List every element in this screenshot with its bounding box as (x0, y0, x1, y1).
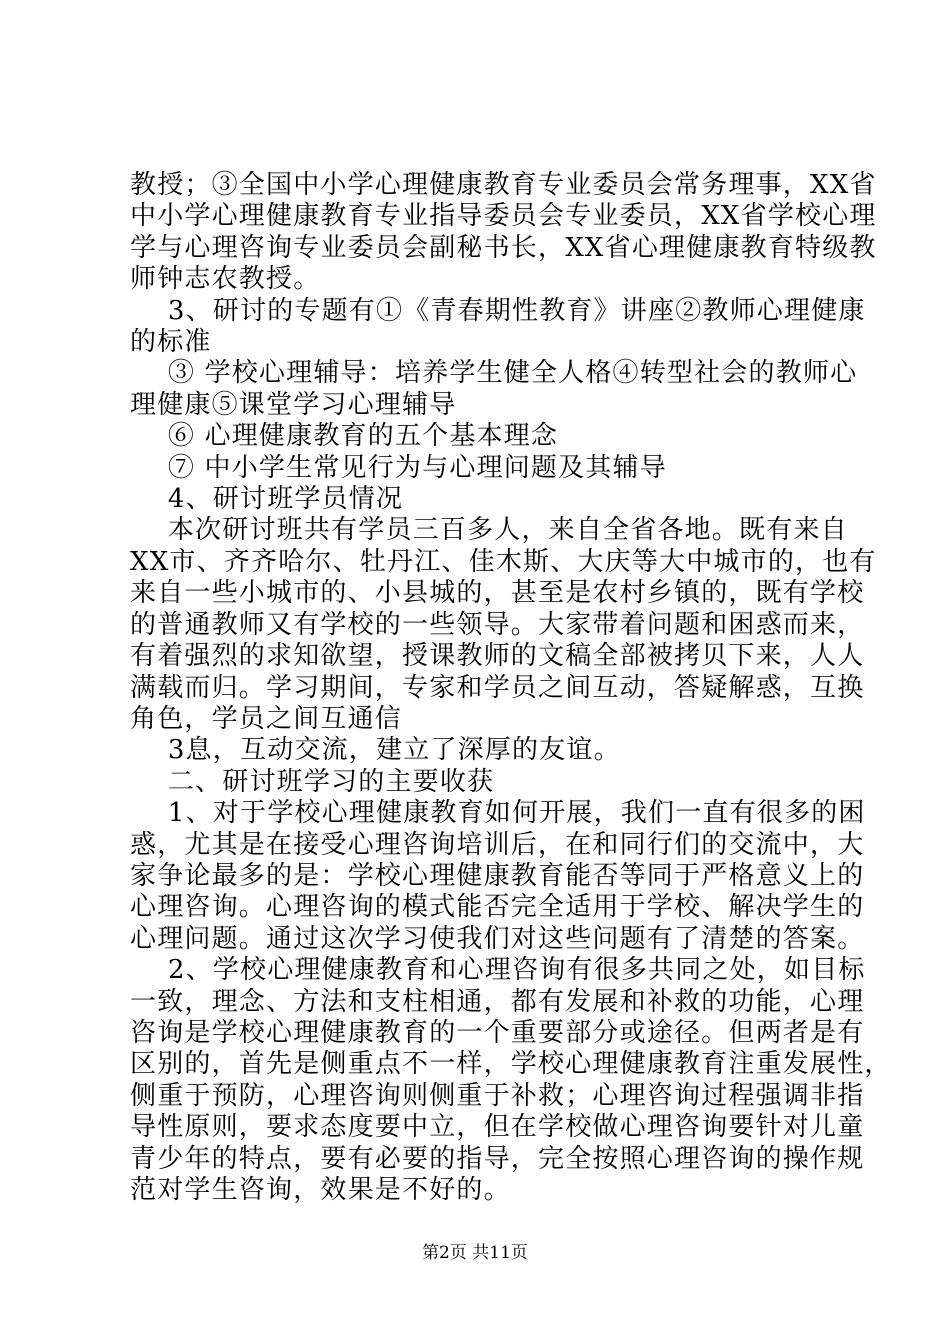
text-line: 教授；③全国中小学心理健康教育专业委员会常务理事，XX省 (130, 170, 877, 200)
text-line: 3、研讨的专题有①《青春期性教育》讲座②教师心理健康 (130, 295, 866, 326)
text-line: 中小学心理健康教育专业指导委员会专业委员，XX省学校心理 (130, 201, 877, 232)
text-line: 范对学生咨询，效果是不好的。 (130, 1175, 511, 1205)
page-footer: 第2页 共11页 (422, 1243, 528, 1263)
text-line: 区别的，首先是侧重点不一样，学校心理健康教育注重发展性， (130, 1049, 892, 1080)
text-line: 咨询是学校心理健康教育的一个重要部分或途径。但两者是有 (130, 1017, 865, 1048)
text-line: 一致，理念、方法和支柱相通，都有发展和补救的功能，心理 (130, 986, 865, 1017)
text-line: 1、对于学校心理健康教育如何开展，我们一直有很多的困 (130, 798, 866, 829)
text-line: 2、学校心理健康教育和心理咨询有很多共同之处，如目标 (130, 955, 866, 986)
text-line: 青少年的特点，要有必要的指导，完全按照心理咨询的操作规 (130, 1143, 865, 1174)
text-line: 满载而归。学习期间，专家和学员之间互动，答疑解惑，互换 (130, 672, 865, 703)
text-line: 理健康⑤课堂学习心理辅导 (130, 389, 457, 420)
text-line: 侧重于预防，心理咨询则侧重于补救；心理咨询过程强调非指 (130, 1080, 865, 1111)
text-line: 导性原则，要求态度要中立，但在学校做心理咨询要针对儿童 (130, 1112, 865, 1143)
text-line: XX市、齐齐哈尔、牡丹江、佳木斯、大庆等大中城市的，也有 (130, 546, 877, 577)
text-line: ③ 学校心理辅导：培养学生健全人格④转型社会的教师心 (130, 358, 858, 389)
text-line: 的普通教师又有学校的一些领导。大家带着问题和困惑而来， (130, 609, 865, 640)
text-line: 本次研讨班共有学员三百多人，来自全省各地。既有来自 (130, 515, 848, 546)
text-line: 有着强烈的求知欲望，授课教师的文稿全部被拷贝下来，人人 (130, 641, 865, 672)
text-line: 4、研讨班学员情况 (130, 484, 404, 515)
text-line: ⑥ 心理健康教育的五个基本理念 (130, 421, 559, 452)
text-line: ⑦ 中小学生常见行为与心理问题及其辅导 (130, 452, 667, 483)
text-line: 师钟志农教授。 (130, 264, 321, 295)
text-line: 的标准 (130, 327, 212, 358)
text-line: 家争论最多的是：学校心理健康教育能否等同于严格意义上的 (130, 860, 865, 891)
text-line: 惑，尤其是在接受心理咨询培训后，在和同行们的交流中，大 (130, 829, 865, 860)
text-line: 心理问题。通过这次学习使我们对这些问题有了清楚的答案。 (130, 923, 865, 954)
text-line: 二、研讨班学习的主要收获 (130, 766, 495, 797)
document-body (130, 170, 892, 1206)
text-line: 来自一些小城市的、小县城的，甚至是农村乡镇的，既有学校 (130, 578, 865, 609)
text-line: 心理咨询。心理咨询的模式能否完全适用于学校、解决学生的 (130, 892, 865, 923)
text-line: 角色，学员之间互通信 (130, 703, 403, 734)
text-line: 学与心理咨询专业委员会副秘书长，XX省心理健康教育特级教 (130, 232, 877, 263)
text-line: 3息，互动交流，建立了深厚的友谊。 (130, 735, 621, 766)
